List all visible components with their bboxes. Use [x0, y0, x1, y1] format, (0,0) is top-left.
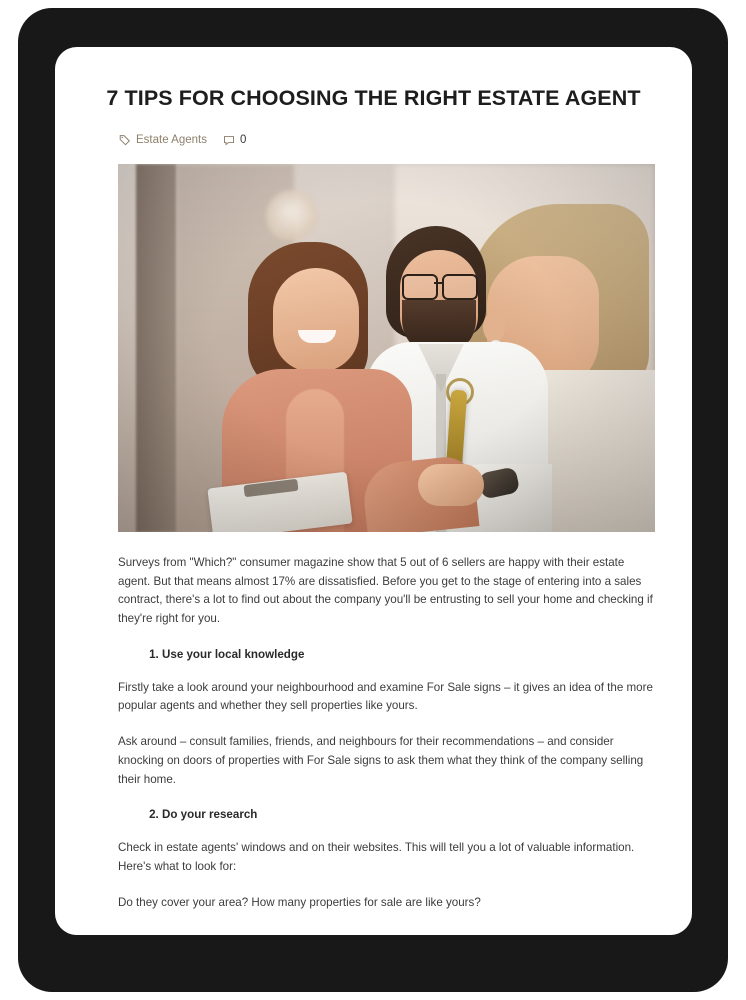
hero-image [118, 164, 655, 532]
page-title: 7 TIPS FOR CHOOSING THE RIGHT ESTATE AGENT [106, 86, 641, 110]
tip2-paragraph-1: Check in estate agents' windows and on their websites. This will tell you a lot of valuable information. Here's what to look for: [118, 841, 635, 873]
tip1-paragraph-1: Firstly take a look around your neighbourhood and examine For Sale signs – it gives an idea of the more popular agents and whether they sell properties like yours. [118, 680, 653, 713]
comments-meta[interactable] [223, 134, 246, 146]
article-meta [119, 134, 666, 146]
tip-list-2 [118, 806, 658, 825]
tag-icon [119, 134, 131, 146]
category-label: Estate Agents [136, 133, 207, 146]
article-body [118, 554, 658, 912]
tip1-paragraph-2: Ask around – consult families, friends, and neighbours for their recommendations – and consider knocking on doors of properties with For Sale signs to ask them what they think of the company selling their home. [118, 735, 644, 786]
tip-list-1 [118, 646, 658, 665]
comments-count: 0 [239, 133, 247, 146]
comment-icon [223, 134, 235, 146]
tip-item-2: 2. Do your research [162, 806, 658, 825]
category-meta[interactable] [119, 134, 207, 146]
article-content [55, 47, 692, 935]
tip2-paragraph-2: Do they cover your area? How many properties for sale are like yours? [118, 895, 481, 909]
article-card [55, 47, 692, 935]
tip-item-1: 1. Use your local knowledge [162, 646, 658, 665]
intro-paragraph: Surveys from "Which?" consumer magazine show that 5 out of 6 sellers are happy with their estate agent. But that means almost 17% are dissatisfied. Before you get to the stage of entering into a sales contract, there's a lot to find out about the company you'll be entrusting to sell your home and checking if they're right for you. [118, 555, 653, 626]
